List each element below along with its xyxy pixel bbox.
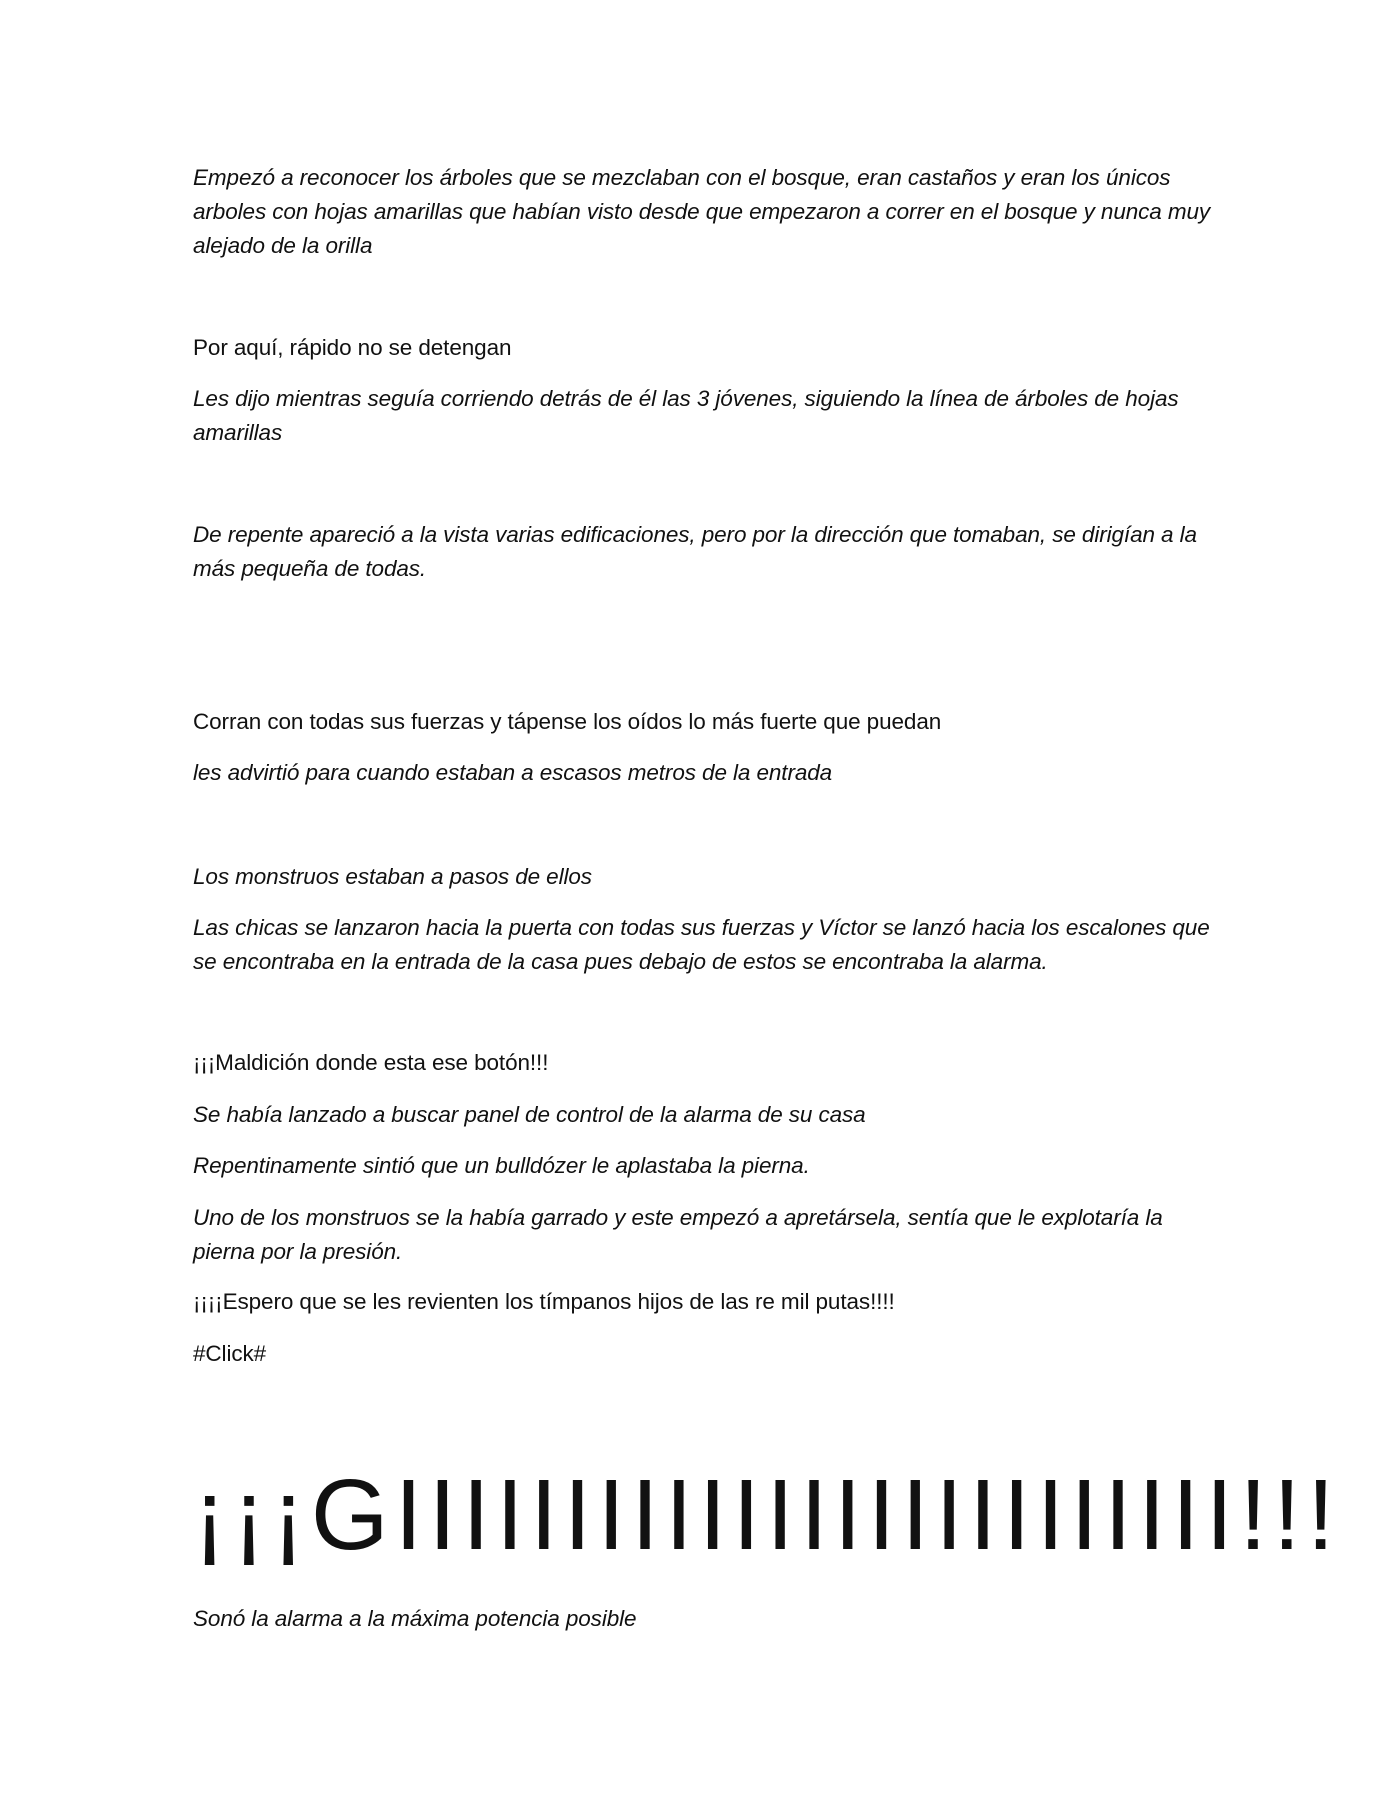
- paragraph-13: ¡¡¡¡Espero que se les revienten los tímpanos hijos de las re mil putas!!!!: [193, 1289, 895, 1314]
- paragraph-7: Los monstruos estaban a pasos de ellos: [193, 864, 592, 889]
- paragraph-2: Por aquí, rápido no se detengan: [193, 335, 512, 360]
- paragraph-10: Se había lanzado a buscar panel de control de la alarma de su casa: [193, 1102, 866, 1127]
- paragraph-1: Empezó a reconocer los árboles que se mezclaban con el bosque, eran castaños y eran los únicos arboles con hojas amarillas que habían visto desde que empezaron a correr en el bosque y nunca muy alejado de la orilla: [193, 165, 1211, 258]
- paragraph-11: Repentinamente sintió que un bulldózer le aplastaba la pierna.: [193, 1153, 810, 1178]
- paragraph-14: #Click#: [193, 1341, 267, 1366]
- paragraph-12: Uno de los monstruos se la había garrado y este empezó a apretársela, sentía que le explotaría la pierna por la presión.: [193, 1205, 1163, 1264]
- alarm-shout: ¡¡¡GIIIIIIIIIIIIIIIIIIIIIIIII!!!: [193, 1459, 1341, 1571]
- paragraph-6: les advirtió para cuando estaban a escasos metros de la entrada: [193, 760, 833, 785]
- paragraph-8: Las chicas se lanzaron hacia la puerta con todas sus fuerzas y Víctor se lanzó hacia los escalones que se encontraba en la entrada de la casa pues debajo de estos se encontraba la alarma.: [193, 915, 1210, 974]
- paragraph-3: Les dijo mientras seguía corriendo detrás de él las 3 jóvenes, siguiendo la línea de árboles de hojas amarillas: [193, 386, 1179, 445]
- paragraph-16: Sonó la alarma a la máxima potencia posible: [193, 1606, 637, 1631]
- paragraph-4: De repente apareció a la vista varias edificaciones, pero por la dirección que tomaban, se dirigían a la más pequeña de todas.: [193, 522, 1197, 581]
- paragraph-5: Corran con todas sus fuerzas y tápense los oídos lo más fuerte que puedan: [193, 709, 942, 734]
- paragraph-9: ¡¡¡Maldición donde esta ese botón!!!: [193, 1050, 549, 1075]
